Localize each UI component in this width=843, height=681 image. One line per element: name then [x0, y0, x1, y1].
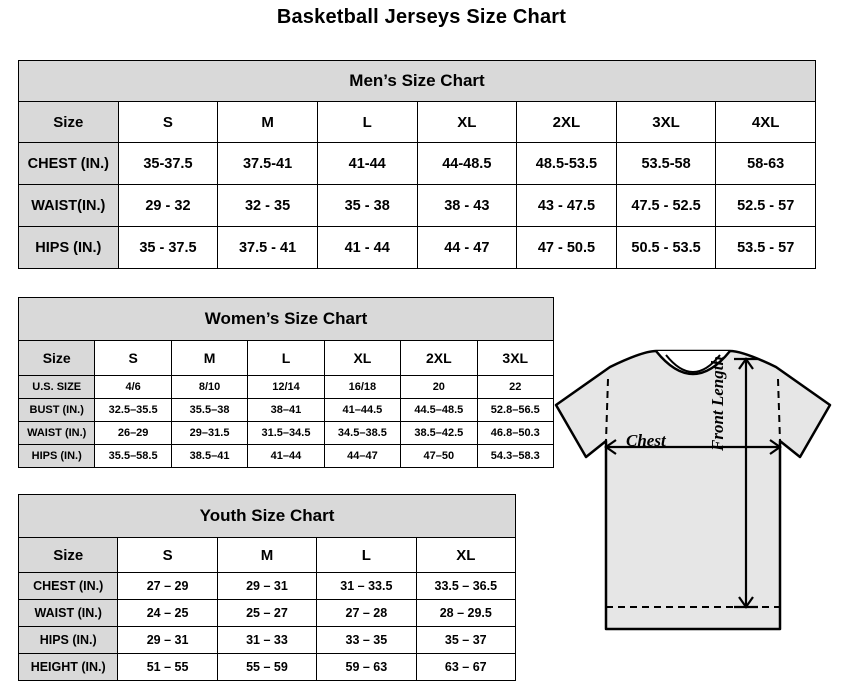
mens-col-s: S — [118, 102, 218, 143]
womens-bust-m: 35.5–38 — [171, 399, 247, 422]
jersey-measurement-diagram — [548, 345, 838, 675]
mens-col-4xl: 4XL — [716, 102, 816, 143]
mens-waist-3xl: 47.5 - 52.5 — [616, 185, 716, 227]
womens-waist-xl: 34.5–38.5 — [324, 422, 400, 445]
mens-hips-m: 37.5 - 41 — [218, 227, 318, 269]
womens-size-chart — [18, 297, 554, 468]
table-header-row — [19, 341, 554, 376]
womens-col-m: M — [171, 341, 247, 376]
womens-ussize-s: 4/6 — [95, 376, 171, 399]
womens-bust-2xl: 44.5–48.5 — [401, 399, 477, 422]
womens-ussize-xl: 16/18 — [324, 376, 400, 399]
youth-chest-s: 27 – 29 — [118, 573, 217, 600]
mens-col-2xl: 2XL — [517, 102, 617, 143]
youth-waist-m: 25 – 27 — [217, 600, 316, 627]
mens-waist-2xl: 43 - 47.5 — [517, 185, 617, 227]
youth-table — [18, 494, 516, 681]
youth-chest-l: 31 – 33.5 — [317, 573, 416, 600]
page-title: Basketball Jerseys Size Chart — [276, 6, 567, 28]
youth-row-label-waist: WAIST (IN.) — [19, 600, 118, 627]
mens-col-l: L — [317, 102, 417, 143]
womens-bust-xl: 41–44.5 — [324, 399, 400, 422]
table-row — [19, 445, 554, 468]
womens-table — [18, 297, 554, 468]
table-header-row — [19, 102, 816, 143]
mens-hips-2xl: 47 - 50.5 — [517, 227, 617, 269]
mens-caption: Men’s Size Chart — [19, 61, 816, 102]
mens-waist-s: 29 - 32 — [118, 185, 218, 227]
womens-hips-s: 35.5–58.5 — [95, 445, 171, 468]
womens-col-l: L — [248, 341, 324, 376]
womens-waist-l: 31.5–34.5 — [248, 422, 324, 445]
mens-table — [18, 60, 816, 269]
youth-height-l: 59 – 63 — [317, 654, 416, 681]
womens-row-label-hips: HIPS (IN.) — [19, 445, 95, 468]
mens-chest-l: 41-44 — [317, 143, 417, 185]
mens-waist-l: 35 - 38 — [317, 185, 417, 227]
table-row — [19, 627, 516, 654]
youth-waist-xl: 28 – 29.5 — [416, 600, 515, 627]
womens-bust-s: 32.5–35.5 — [95, 399, 171, 422]
mens-row-label-chest: CHEST (IN.) — [19, 143, 119, 185]
womens-waist-3xl: 46.8–50.3 — [477, 422, 553, 445]
youth-col-l: L — [317, 538, 416, 573]
mens-row-label-waist: WAIST(IN.) — [19, 185, 119, 227]
table-row — [19, 399, 554, 422]
youth-hips-xl: 35 – 37 — [416, 627, 515, 654]
womens-ussize-2xl: 20 — [401, 376, 477, 399]
mens-chest-m: 37.5-41 — [218, 143, 318, 185]
youth-hips-s: 29 – 31 — [118, 627, 217, 654]
table-row — [19, 227, 816, 269]
table-row — [19, 600, 516, 627]
youth-row-label-hips: HIPS (IN.) — [19, 627, 118, 654]
table-caption-row — [19, 61, 816, 102]
table-caption-row — [19, 298, 554, 341]
mens-col-3xl: 3XL — [616, 102, 716, 143]
mens-chest-2xl: 48.5-53.5 — [517, 143, 617, 185]
youth-chest-xl: 33.5 – 36.5 — [416, 573, 515, 600]
womens-row-label-bust: BUST (IN.) — [19, 399, 95, 422]
youth-height-xl: 63 – 67 — [416, 654, 515, 681]
womens-ussize-m: 8/10 — [171, 376, 247, 399]
womens-col-s: S — [95, 341, 171, 376]
mens-chest-s: 35-37.5 — [118, 143, 218, 185]
mens-waist-xl: 38 - 43 — [417, 185, 517, 227]
youth-row-label-chest: CHEST (IN.) — [19, 573, 118, 600]
womens-row-label-us-size: U.S. SIZE — [19, 376, 95, 399]
mens-hips-4xl: 53.5 - 57 — [716, 227, 816, 269]
womens-ussize-l: 12/14 — [248, 376, 324, 399]
mens-hips-s: 35 - 37.5 — [118, 227, 218, 269]
womens-hips-l: 41–44 — [248, 445, 324, 468]
womens-hips-2xl: 47–50 — [401, 445, 477, 468]
mens-waist-m: 32 - 35 — [218, 185, 318, 227]
front-length-dimension-label: Front Length — [708, 356, 727, 451]
mens-size-chart — [18, 60, 816, 269]
womens-col-size: Size — [19, 341, 95, 376]
mens-hips-l: 41 - 44 — [317, 227, 417, 269]
table-row — [19, 143, 816, 185]
womens-hips-3xl: 54.3–58.3 — [477, 445, 553, 468]
womens-hips-m: 38.5–41 — [171, 445, 247, 468]
mens-waist-4xl: 52.5 - 57 — [716, 185, 816, 227]
mens-hips-3xl: 50.5 - 53.5 — [616, 227, 716, 269]
mens-chest-4xl: 58-63 — [716, 143, 816, 185]
youth-col-size: Size — [19, 538, 118, 573]
table-row — [19, 185, 816, 227]
youth-col-s: S — [118, 538, 217, 573]
womens-waist-2xl: 38.5–42.5 — [401, 422, 477, 445]
youth-caption: Youth Size Chart — [19, 495, 516, 538]
youth-row-label-height: HEIGHT (IN.) — [19, 654, 118, 681]
mens-hips-xl: 44 - 47 — [417, 227, 517, 269]
table-row — [19, 573, 516, 600]
mens-col-m: M — [218, 102, 318, 143]
youth-size-chart — [18, 494, 516, 681]
womens-caption: Women’s Size Chart — [19, 298, 554, 341]
youth-col-m: M — [217, 538, 316, 573]
womens-row-label-waist: WAIST (IN.) — [19, 422, 95, 445]
chest-dimension-label: Chest — [626, 431, 666, 450]
womens-bust-l: 38–41 — [248, 399, 324, 422]
womens-col-2xl: 2XL — [401, 341, 477, 376]
table-row — [19, 422, 554, 445]
womens-waist-m: 29–31.5 — [171, 422, 247, 445]
table-caption-row — [19, 495, 516, 538]
youth-waist-l: 27 – 28 — [317, 600, 416, 627]
youth-chest-m: 29 – 31 — [217, 573, 316, 600]
womens-col-xl: XL — [324, 341, 400, 376]
womens-ussize-3xl: 22 — [477, 376, 553, 399]
womens-bust-3xl: 52.8–56.5 — [477, 399, 553, 422]
womens-col-3xl: 3XL — [477, 341, 553, 376]
youth-col-xl: XL — [416, 538, 515, 573]
mens-chest-xl: 44-48.5 — [417, 143, 517, 185]
youth-hips-l: 33 – 35 — [317, 627, 416, 654]
youth-height-m: 55 – 59 — [217, 654, 316, 681]
youth-hips-m: 31 – 33 — [217, 627, 316, 654]
mens-row-label-hips: HIPS (IN.) — [19, 227, 119, 269]
jersey-shirt-icon — [548, 345, 838, 675]
youth-waist-s: 24 – 25 — [118, 600, 217, 627]
table-header-row — [19, 538, 516, 573]
mens-col-xl: XL — [417, 102, 517, 143]
mens-chest-3xl: 53.5-58 — [616, 143, 716, 185]
womens-hips-xl: 44–47 — [324, 445, 400, 468]
mens-col-size: Size — [19, 102, 119, 143]
youth-height-s: 51 – 55 — [118, 654, 217, 681]
table-row — [19, 376, 554, 399]
table-row — [19, 654, 516, 681]
womens-waist-s: 26–29 — [95, 422, 171, 445]
